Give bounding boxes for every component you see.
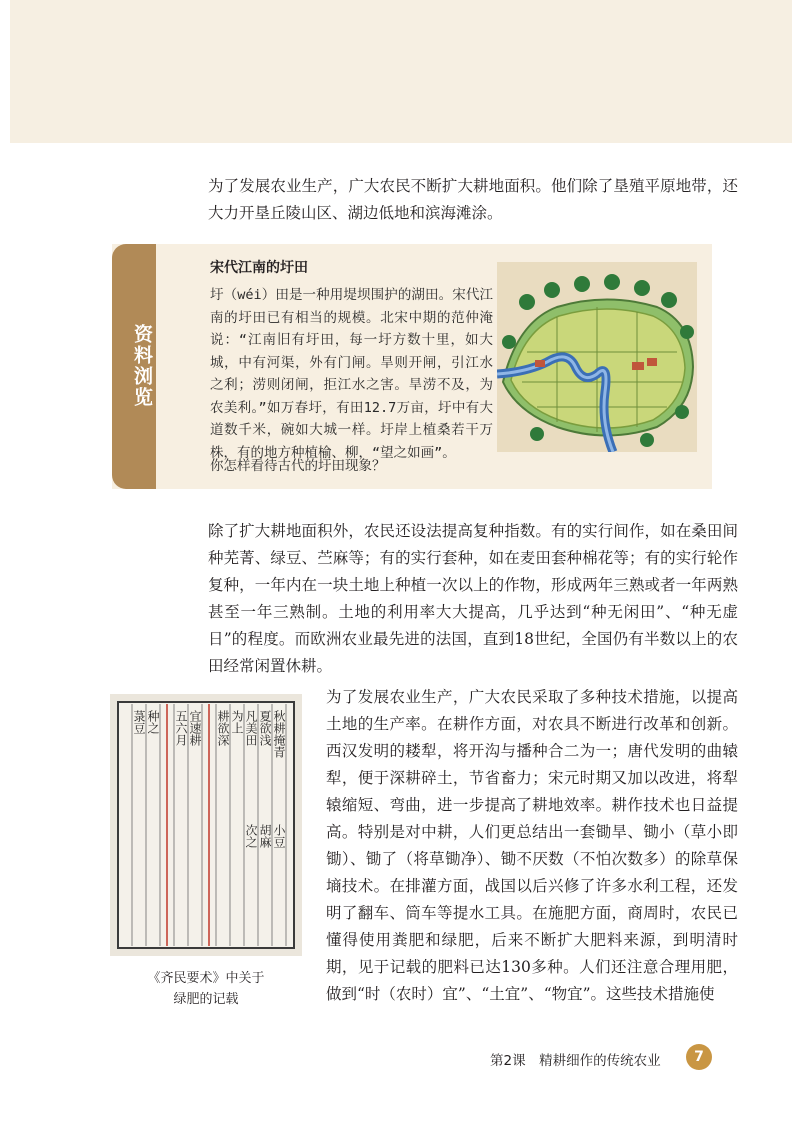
figure-caption-line2: 绿肥的记载 [173,992,239,1007]
book-column: 五六月 [174,710,188,746]
book-column: 夏欲浅 [258,710,272,746]
header-band [10,0,792,143]
paragraph-farmland-expansion: 为了发展农业生产，广大农民不断扩大耕地面积。他们除了垦殖平原地带，还大力开垦丘陵山区、湖边低地和滨海滩涂。 [208,177,738,222]
polder-field-illustration [497,262,697,452]
sidebar-body: 圩（wéi）田是一种用堤坝围护的湖田。宋代江南的圩田已有相当的规模。北宋中期的范仲淹说：“江南旧有圩田，每一圩方数十里，如大城，中有河渠，外有门闸。旱则开闸，引江水之利；涝则闭闸，拒江水之害。旱涝不及，为农美利。”如万春圩，有田12.7万亩，圩中有大道数千米，碗如大城一样。圩岸上植桑若干万株，有的地方种植榆、柳，“望之如画”。 [210,287,493,461]
page-number-badge: 7 [686,1044,712,1070]
book-column: 宜速耕 [188,710,202,746]
book-column: 菉豆 [132,710,146,734]
book-column: 小豆 [272,824,286,848]
book-column: 为上 [230,710,244,734]
book-column: 耕欲深 [216,710,230,746]
sidebar-question: 你怎样看待古代的圩田现象？ [210,458,386,474]
book-column: 种之 [146,710,160,734]
sidebar-title: 宋代江南的圩田 [210,260,308,276]
sidebar-tab [112,244,156,489]
footer-lesson-title: 第2课 精耕细作的传统农业 [490,1053,661,1069]
book-column: 秋耕掩青 [272,710,286,758]
book-column: 次之 [244,824,258,848]
figure-caption-line1: 《齐民要术》中关于 [147,971,265,986]
book-column: 胡麻 [258,824,272,848]
figure-caption [120,968,292,1010]
qimin-yaoshu-page-image [110,694,302,956]
paragraph-multiple-cropping: 除了扩大耕地面积外，农民还设法提高复种指数。有的实行间作，如在桑田间种芜菁、绿豆、苎麻等；有的实行套种，如在麦田套种棉花等；有的实行轮作复种，一年内在一块土地上种植一次以上的作物，形成两年三熟或者一年两熟甚至一年三熟制。土地的利用率大大提高，几乎达到“种无闲田”、“种无虚日”的程度。而欧洲农业最先进的法国，直到18世纪，全国仍有半数以上的农田经常闲置休耕。 [208,522,738,675]
paragraph-farming-techniques: 为了发展农业生产，广大农民采取了多种技术措施，以提高土地的生产率。在耕作方面，对农具不断进行改革和创新。西汉发明的耧犁，将开沟与播种合二为一；唐代发明的曲辕犁，便于深耕碎土，节省畜力；宋元时期又加以改进，将犁辕缩短、弯曲，进一步提高了耕地效率。耕作技术也日益提高。特别是对中耕，人们更总结出一套锄旱、锄小（草小即锄）、锄了（将草锄净）、锄不厌数（不怕次数多）的除草保墒技术。在排灌方面，战国以后兴修了许多水利工程，还发明了翻车、筒车等提水工具。在施肥方面，商周时，农民已懂得使用粪肥和绿肥，后来不断扩大肥料来源，到明清时期，见于记载的肥料已达130多种。人们还注意合理用肥，做到“时（农时）宜”、“土宜”、“物宜”。这些技术措施使 [326,688,738,1003]
sidebar-tab-label: 资料浏览 [131,324,153,408]
book-column: 凡美田 [244,710,258,746]
